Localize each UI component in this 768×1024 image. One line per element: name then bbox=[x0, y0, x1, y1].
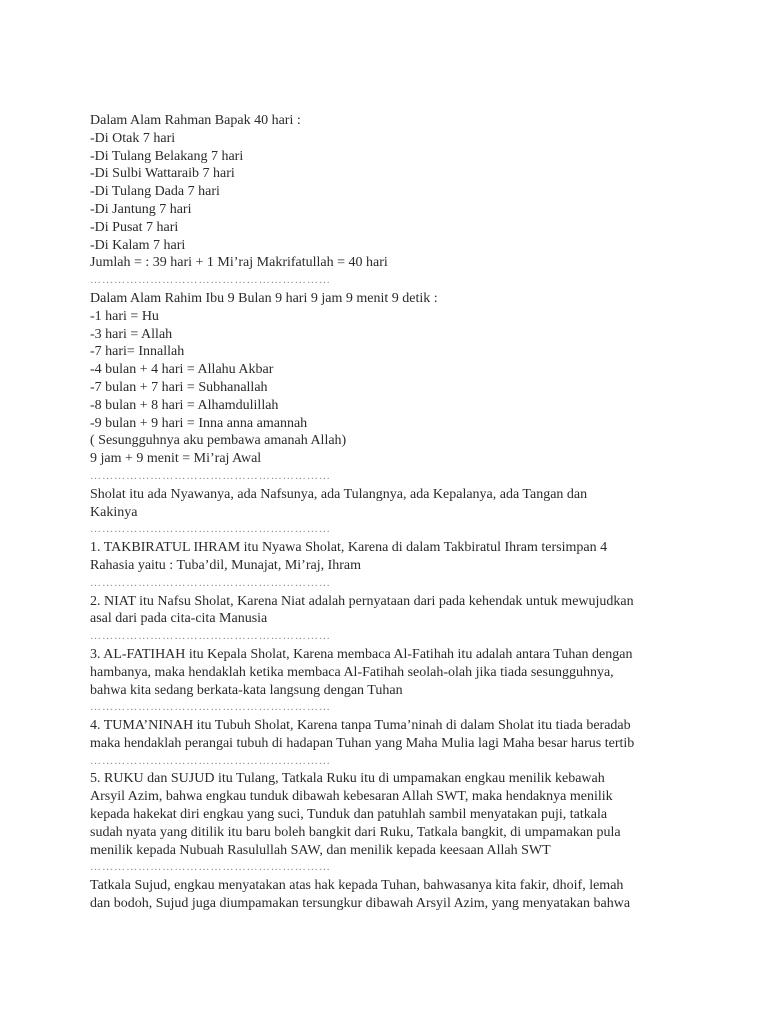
section1-item: -Di Pusat 7 hari bbox=[90, 219, 179, 235]
point-5-line: 5. RUKU dan SUJUD itu Tulang, Tatkala Ruku itu di umpamakan engkau menilik kebawah bbox=[90, 771, 605, 787]
section2-item: -1 hari = Hu bbox=[90, 308, 159, 324]
section2-item: -7 bulan + 7 hari = Subhanallah bbox=[90, 379, 268, 395]
section1-item: -Di Tulang Dada 7 hari bbox=[90, 184, 220, 200]
point-5-line: sudah nyata yang ditilik itu baru boleh bangkit dari Ruku, Tatkala bangkit, di umpamakan pula bbox=[90, 824, 621, 840]
section2-item: -8 bulan + 8 hari = Alhamdulillah bbox=[90, 397, 279, 413]
point-1-line: 1. TAKBIRATUL IHRAM itu Nyawa Sholat, Karena di dalam Takbiratul Ihram tersimpan 4 bbox=[90, 540, 608, 556]
section1-item: -Di Kalam 7 hari bbox=[90, 237, 186, 253]
point-5-line: kepada hakekat diri engkau yang suci, Tunduk dan patuhlah sambil menyatakan puji, tatkala bbox=[90, 807, 608, 823]
section1-total: Jumlah = : 39 hari + 1 Mi’raj Makrifatullah = 40 hari bbox=[90, 255, 388, 271]
dotted-separator: …………………………………………………… bbox=[90, 754, 331, 767]
point-4-line: maka hendaklah perangai tubuh di hadapan Tuhan yang Maha Mulia lagi Maha besar harus tertib bbox=[90, 735, 635, 751]
point-5-line: menilik kepada Nubuah Rasulullah SAW, dan menilik kepada keesaan Allah SWT bbox=[90, 842, 551, 858]
point-3-line: hambanya, maka hendaklah ketika membaca Al-Fatihah seolah-olah jika tiada sesungguhnya, bbox=[90, 664, 614, 680]
section2-item: -7 hari= Innallah bbox=[90, 344, 185, 360]
sujud-line: Tatkala Sujud, engkau menyatakan atas hak kepada Tuhan, bahwasanya kita fakir, dhoif, lemah bbox=[90, 878, 624, 894]
section1-item: -Di Jantung 7 hari bbox=[90, 201, 192, 217]
point-2-line: 2. NIAT itu Nafsu Sholat, Karena Niat adalah pernyataan dari pada kehendak untuk mewujudkan bbox=[90, 593, 634, 609]
section1-title: Dalam Alam Rahman Bapak 40 hari : bbox=[90, 113, 301, 128]
point-1-line: Rahasia yaitu : Tuba’dil, Munajat, Mi’raj, Ihram bbox=[90, 557, 362, 573]
point-4-line: 4. TUMA’NINAH itu Tubuh Sholat, Karena tanpa Tuma’ninah di dalam Sholat itu tiada beradab bbox=[90, 718, 631, 734]
dotted-separator: …………………………………………………… bbox=[90, 861, 331, 874]
sujud-line: dan bodoh, Sujud juga diumpamakan tersungkur dibawah Arsyil Azim, yang menyatakan bahwa bbox=[90, 896, 631, 912]
dotted-separator: …………………………………………………… bbox=[90, 701, 331, 714]
point-5-line: Arsyil Azim, bahwa engkau tunduk dibawah kebesaran Allah SWT, maka hendaknya menilik bbox=[90, 789, 613, 805]
dotted-separator: …………………………………………………… bbox=[90, 523, 331, 536]
section1-item: -Di Otak 7 hari bbox=[90, 130, 176, 146]
section2-item: -4 bulan + 4 hari = Allahu Akbar bbox=[90, 362, 274, 378]
section2-item: 9 jam + 9 menit = Mi’raj Awal bbox=[90, 451, 262, 467]
dotted-separator: …………………………………………………… bbox=[90, 274, 331, 287]
section2-item: -3 hari = Allah bbox=[90, 326, 173, 342]
dotted-separator: …………………………………………………… bbox=[90, 469, 331, 482]
section1-item: -Di Sulbi Wattaraib 7 hari bbox=[90, 166, 235, 182]
document-page bbox=[90, 112, 690, 913]
point-3-line: bahwa kita sedang berkata-kata langsung dengan Tuhan bbox=[90, 682, 403, 698]
point-3-line: 3. AL-FATIHAH itu Kepala Sholat, Karena membaca Al-Fatihah itu adalah antara Tuhan dengan bbox=[90, 646, 633, 662]
dotted-separator: …………………………………………………… bbox=[90, 576, 331, 589]
dotted-separator: …………………………………………………… bbox=[90, 630, 331, 643]
section2-item: ( Sesungguhnya aku pembawa amanah Allah) bbox=[90, 433, 347, 449]
sholat-intro-line: Kakinya bbox=[90, 504, 138, 520]
section1-item: -Di Tulang Belakang 7 hari bbox=[90, 148, 244, 164]
section2-title: Dalam Alam Rahim Ibu 9 Bulan 9 hari 9 jam 9 menit 9 detik : bbox=[90, 290, 438, 306]
sholat-intro-line: Sholat itu ada Nyawanya, ada Nafsunya, ada Tulangnya, ada Kepalanya, ada Tangan dan bbox=[90, 486, 588, 502]
section2-item: -9 bulan + 9 hari = Inna anna amannah bbox=[90, 415, 308, 431]
point-2-line: asal dari pada cita-cita Manusia bbox=[90, 611, 268, 627]
